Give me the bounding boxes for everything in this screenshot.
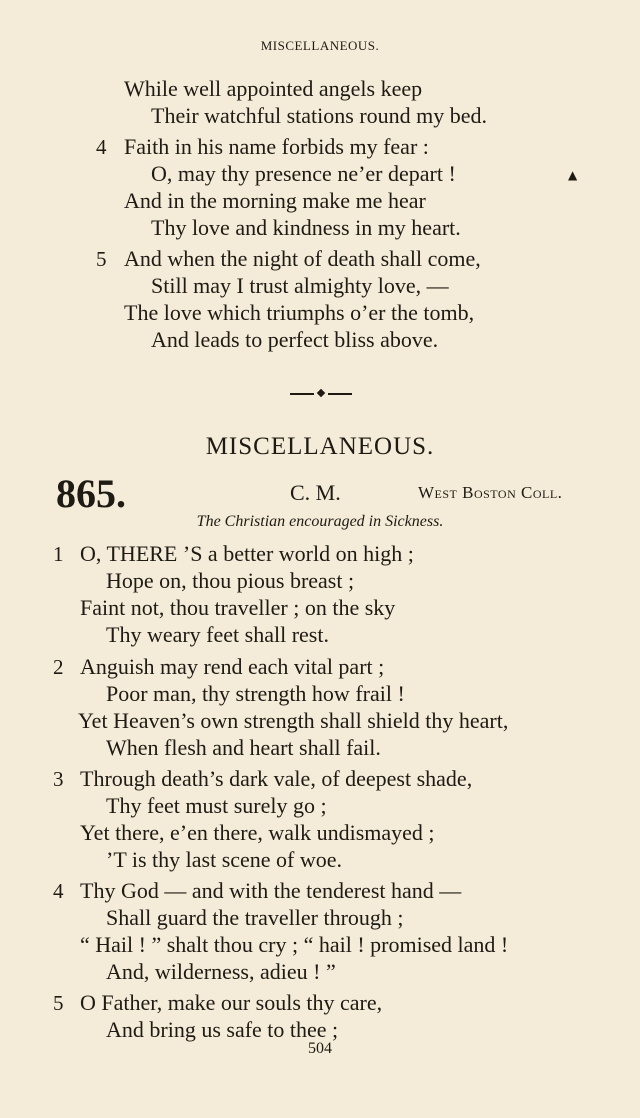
verse-line: Anguish may rend each vital part ; <box>80 654 385 679</box>
verse-line: Yet Heaven’s own strength shall shield thy heart, <box>78 708 509 733</box>
verse-line: Faint not, thou traveller ; on the sky <box>80 595 396 620</box>
hymn-tune: West Boston Coll. <box>418 483 563 502</box>
verse-line: Thy weary feet shall rest. <box>106 622 329 647</box>
hymn-number: 865. <box>56 471 126 516</box>
verse-line: Through death’s dark vale, of deepest shade, <box>80 766 473 791</box>
verse-number: 4 <box>96 135 107 159</box>
prev-line: Their watchful stations round my bed. <box>151 103 488 128</box>
verse-number: 1 <box>53 542 64 566</box>
verse-line: Hope on, thou pious breast ; <box>106 568 355 593</box>
verse-line: And, wilderness, adieu ! ” <box>106 959 336 984</box>
verse-line: O, THERE ’S a better world on high ; <box>80 541 414 566</box>
verse-number: 4 <box>53 879 64 903</box>
section-title: MISCELLANEOUS. <box>205 433 435 460</box>
verse-line: Thy feet must surely go ; <box>106 793 327 818</box>
margin-marker: ▲ <box>568 168 578 182</box>
prev-line: Faith in his name forbids my fear : <box>124 134 429 159</box>
hymn-subtitle: The Christian encouraged in Sickness. <box>196 513 444 530</box>
running-head: MISCELLANEOUS. <box>260 38 380 53</box>
prev-line: And when the night of death shall come, <box>124 246 481 271</box>
prev-line: The love which triumphs o’er the tomb, <box>124 300 475 325</box>
verse-number: 5 <box>53 991 64 1015</box>
verse-number: 5 <box>96 247 107 271</box>
section-divider <box>290 393 352 395</box>
prev-line: And leads to perfect bliss above. <box>151 327 439 352</box>
page-number: 504 <box>308 1040 332 1057</box>
prev-line: While well appointed angels keep <box>124 76 423 101</box>
prev-line: And in the morning make me hear <box>124 188 426 213</box>
verse-number: 2 <box>53 655 64 679</box>
hymn-meter: C. M. <box>290 480 341 505</box>
verse-line: Shall guard the traveller through ; <box>106 905 404 930</box>
verse-line: When flesh and heart shall fail. <box>106 735 381 760</box>
verse-line: Poor man, thy strength how frail ! <box>106 681 405 706</box>
verse-line: ’T is thy last scene of woe. <box>106 847 343 872</box>
verse-line: Thy God — and with the tenderest hand — <box>80 878 462 903</box>
verse-line: And bring us safe to thee ; <box>106 1017 339 1042</box>
verse-line: “ Hail ! ” shalt thou cry ; “ hail ! promised land ! <box>80 932 509 957</box>
prev-line: Still may I trust almighty love, — <box>151 273 449 298</box>
verse-line: Yet there, e’en there, walk undismayed ; <box>80 820 435 845</box>
prev-line: O, may thy presence ne’er depart ! <box>151 161 456 186</box>
verse-line: O Father, make our souls thy care, <box>80 990 383 1015</box>
verse-number: 3 <box>53 767 64 791</box>
prev-line: Thy love and kindness in my heart. <box>151 215 461 240</box>
